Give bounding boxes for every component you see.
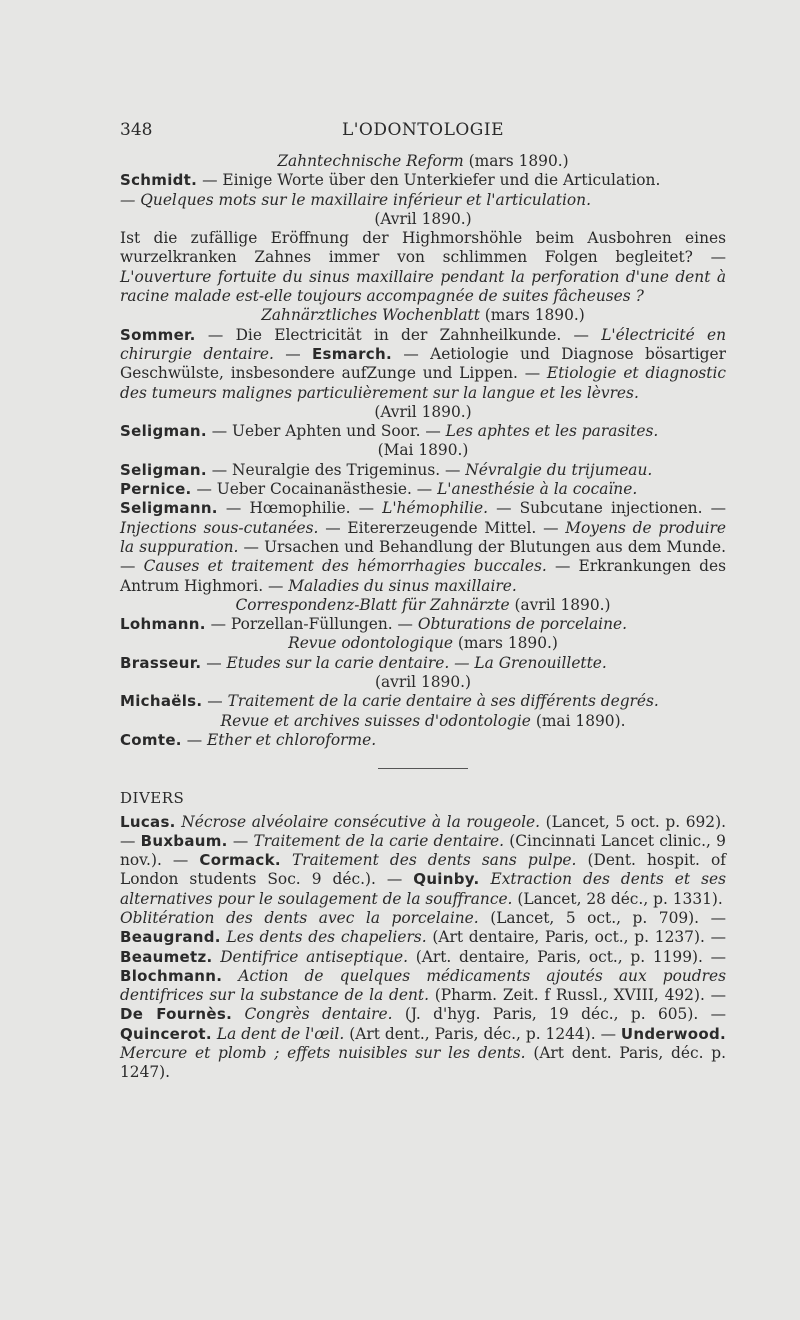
author-name: Blochmann.	[120, 966, 223, 985]
author-name: Lucas.	[120, 812, 176, 831]
journal-heading: Zahnärztliches Wochenblatt (mars 1890.)	[261, 306, 585, 325]
author-name: Pernice.	[120, 480, 192, 499]
author-name: Beaugrand.	[120, 928, 221, 947]
author-name: Seligmann.	[120, 499, 218, 518]
author-name: Esmarch.	[311, 344, 392, 363]
author-name: Seligman.	[120, 460, 207, 479]
entry-highmore: Ist die zufällige Eröffnung der Highmorshöhle beim Ausbohren eines wurzelkranken Zahnes immer von schlimmen Folgen begleitet? — L'ouverture fortuite du sinus maxillaire pendant la perforation d'une dent à racine malade est-elle toujours accompagnée de suites fâcheuses ?	[120, 229, 726, 306]
author-name: Beaumetz.	[120, 947, 213, 966]
author-name: Sommer.	[120, 325, 196, 344]
date-heading: (Avril 1890.)	[374, 209, 472, 228]
journal-heading: Revue et archives suisses d'odontologie (mai 1890).	[220, 711, 626, 730]
author-name: Lohmann.	[120, 615, 206, 634]
date-heading: (avril 1890.)	[374, 673, 472, 692]
author-name: Quincerot.	[120, 1024, 212, 1043]
journal-heading: Revue odontologique (mars 1890.)	[288, 634, 558, 653]
author-name: Underwood.	[620, 1024, 726, 1043]
entry-comte: Comte. — Ether et chloroforme.	[120, 730, 377, 749]
author-name: De Fournès.	[120, 1005, 233, 1024]
author-name: Brasseur.	[120, 653, 202, 672]
journal-heading: Zahntechnische Reform (mars 1890.)	[277, 152, 569, 170]
entry-lohmann: Lohmann. — Porzellan-Füllungen. — Obturations de porcelaine.	[120, 615, 628, 634]
section-divider	[378, 768, 468, 769]
author-name: Quinby.	[413, 870, 480, 889]
entry-seligman-2: Seligman. — Neuralgie des Trigeminus. — Névralgie du trijumeau.	[120, 460, 653, 479]
entry-sommer: Sommer. — Die Electricität in der Zahnheilkunde. — L'électricité en chirurgie dentaire. — Esmarch. — Aetiologie und Diagnose bösartiger Geschwülste, insbesondere aufZunge und Lippen. — Etiologie et diagnostic des tumeurs malignes particulièrement sur la langue et les lèvres.	[120, 325, 726, 402]
journal-heading: Correspondenz-Blatt für Zahnärzte (avril 1890.)	[235, 595, 611, 614]
date-heading: (Avril 1890.)	[374, 402, 472, 421]
entry-schmidt: Schmidt. — Einige Worte über den Unterkiefer und die Articulation. — Quelques mots sur le maxillaire inférieur et l'articulation.	[120, 171, 661, 209]
section-heading-divers: DIVERS	[120, 789, 185, 808]
author-name: Comte.	[120, 730, 182, 749]
entry-brasseur: Brasseur. — Etudes sur la carie dentaire. — La Grenouillette.	[120, 653, 607, 672]
author-name: Seligman.	[120, 422, 207, 441]
entry-pernice: Pernice. — Ueber Cocainanästhesie. — L'anesthésie à la cocaïne.	[120, 480, 638, 499]
author-name: Cormack.	[199, 851, 281, 870]
date-heading: (Mai 1890.)	[377, 441, 469, 460]
page-number: 348	[120, 120, 153, 140]
entry-seligmann: Seligmann. — Hœmophilie. — L'hémophilie. — Subcutane injectionen. — Injections sous-cutanées. — Eitererzeugende Mittel. — Moyens de produire la suppuration. — Ursachen und Behandlung der Blutungen aus dem Munde. — Causes et traitement des hémorrhagies buccales. — Erkrankungen des Antrum Highmori. — Maladies du sinus maxillaire.	[120, 499, 727, 595]
page-header	[120, 120, 726, 146]
author-name: Schmidt.	[120, 171, 198, 190]
entry-michaels: Michaëls. — Traitement de la carie dentaire à ses différents degrés.	[120, 692, 659, 711]
page-body	[120, 152, 726, 1083]
entry-divers-1: Lucas. Nécrose alvéolaire consécutive à la rougeole. (Lancet, 5 oct. p. 692). — Buxbaum. — Traitement de la carie dentaire. (Cincinnati Lancet clinic., 9 nov.). — Cormack. Traitement des dents sans pulpe. (Dent. hospit. of London students Soc. 9 déc.). — Quinby. Extraction des dents et ses alternatives pour le soulagement de la souffrance. (Lancet, 28 déc., p. 1331).	[120, 812, 727, 908]
entry-seligman-1: Seligman. — Ueber Aphten und Soor. — Les aphtes et les parasites.	[120, 422, 659, 441]
author-name: Michaëls.	[120, 692, 203, 711]
author-name: Buxbaum.	[140, 831, 228, 850]
entry-divers-2: Oblitération des dents avec la porcelaine. (Lancet, 5 oct., p. 709). — Beaugrand. Les dents des chapeliers. (Art dentaire, Paris, oct., p. 1237). — Beaumetz. Dentifrice antiseptique. (Art. dentaire, Paris, oct., p. 1199). — Blochmann. Action de quelques médicaments ajoutés aux poudres dentifrices sur la substance de la dent. (Pharm. Zeit. f Russl., XVIII, 492). — De Fournès. Congrès dentaire. (J. d'hyg. Paris, 19 déc., p. 605). — Quincerot. La dent de l'œil. (Art dent., Paris, déc., p. 1244). — Underwood. Mercure et plomb ; effets nuisibles sur les dents. (Art dent. Paris, déc. p. 1247).	[120, 908, 726, 1082]
running-title: L'ODONTOLOGIE	[341, 120, 505, 140]
